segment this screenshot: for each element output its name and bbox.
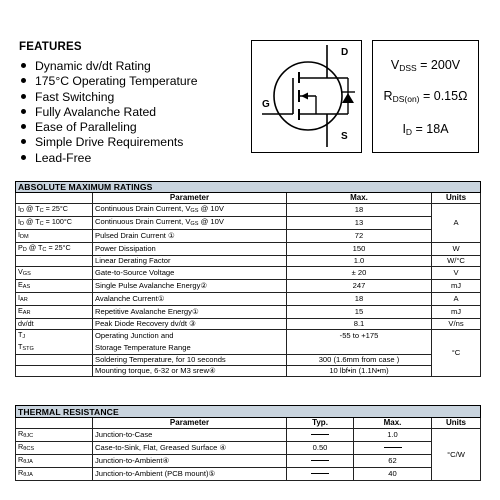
absolute-maximum-ratings-table: [15, 181, 481, 377]
rdson-spec: $R_{DS(on)} = 0.15\Omega$: [383, 89, 468, 104]
vdss-spec: $V_{DSS} = 200V$: [390, 58, 461, 73]
bullet-icon: [21, 94, 26, 99]
table-row: IDM Pulsed Drain Current ① 72: [16, 230, 481, 243]
feature-item: Ease of Paralleling: [21, 120, 198, 135]
table-row: ID @ TC = 100°C Continuous Drain Current, VGS @ 10V 13: [16, 217, 481, 230]
table-row: TSTG Storage Temperature Range: [16, 342, 481, 355]
feature-item: Fast Switching: [21, 90, 198, 105]
dash-icon: [311, 473, 329, 474]
table-title: THERMAL RESISTANCE: [16, 406, 481, 418]
feature-item: 175°C Operating Temperature: [21, 74, 198, 89]
source-label: S: [341, 131, 348, 142]
table-row: VGS Gate-to-Source Voltage ± 20 V: [16, 267, 481, 280]
dash-icon: [311, 434, 329, 435]
header-typ: Typ.: [287, 418, 354, 429]
feature-item: Simple Drive Requirements: [21, 135, 198, 150]
thermal-resistance-table: [15, 405, 481, 481]
key-specs-box: [372, 40, 479, 153]
feature-item: Fully Avalanche Rated: [21, 105, 198, 120]
feature-item: Dynamic dv/dt Rating: [21, 59, 198, 74]
header-max: Max.: [354, 418, 432, 429]
drain-label: D: [341, 47, 349, 58]
header-units: Units: [432, 193, 481, 204]
header-parameter: Parameter: [93, 418, 287, 429]
header-units: Units: [432, 418, 481, 429]
table-row: Mounting torque, 6-32 or M3 srew④ 10 lbf•in (1.1N•m): [16, 366, 481, 377]
dash-icon: [384, 447, 402, 448]
bullet-icon: [21, 109, 26, 114]
bullet-icon: [21, 124, 26, 129]
table-row: RθCS Case-to-Sink, Flat, Greased Surface ④ 0.50: [16, 442, 481, 455]
table-row: Linear Derating Factor 1.0 W/°C: [16, 256, 481, 267]
bullet-icon: [21, 155, 26, 160]
header-symbol: [16, 193, 93, 204]
bullet-icon: [21, 139, 26, 144]
features-list: [21, 59, 198, 166]
table-row: EAS Single Pulse Avalanche Energy② 247 mJ: [16, 280, 481, 293]
table-row: RθJC Junction-to-Case 1.0 °C/W: [16, 429, 481, 442]
table-row: ID @ TC = 25°C Continuous Drain Current, VGS @ 10V 18 A: [16, 204, 481, 217]
feature-item: Lead-Free: [21, 151, 198, 166]
table-row: Soldering Temperature, for 10 seconds 300 (1.6mm from case ): [16, 355, 481, 366]
bullet-icon: [21, 63, 26, 68]
features-title: FEATURES: [19, 41, 82, 53]
header-symbol: [16, 418, 93, 429]
dash-icon: [311, 460, 329, 461]
id-spec: $I_D = 18A$: [402, 122, 449, 137]
header-parameter: Parameter: [93, 193, 287, 204]
mosfet-symbol-box: [251, 40, 362, 153]
table-row: IAR Avalanche Current① 18 A: [16, 293, 481, 306]
table-title: ABSOLUTE MAXIMUM RATINGS: [16, 182, 481, 193]
table-row: TJ Operating Junction and -55 to +175 °C: [16, 330, 481, 343]
table-row: dv/dt Peak Diode Recovery dv/dt ③ 8.1 V/ns: [16, 319, 481, 330]
gate-label: G: [262, 99, 270, 110]
table-row: RθJA Junction-to-Ambient④ 62: [16, 455, 481, 468]
table-row: RθJA Junction-to-Ambient (PCB mount)⑤ 40: [16, 468, 481, 481]
table-row: EAR Repetitive Avalanche Energy① 15 mJ: [16, 306, 481, 319]
header-max: Max.: [287, 193, 432, 204]
bullet-icon: [21, 78, 26, 83]
table-row: PD @ TC = 25°C Power Dissipation 150 W: [16, 243, 481, 256]
